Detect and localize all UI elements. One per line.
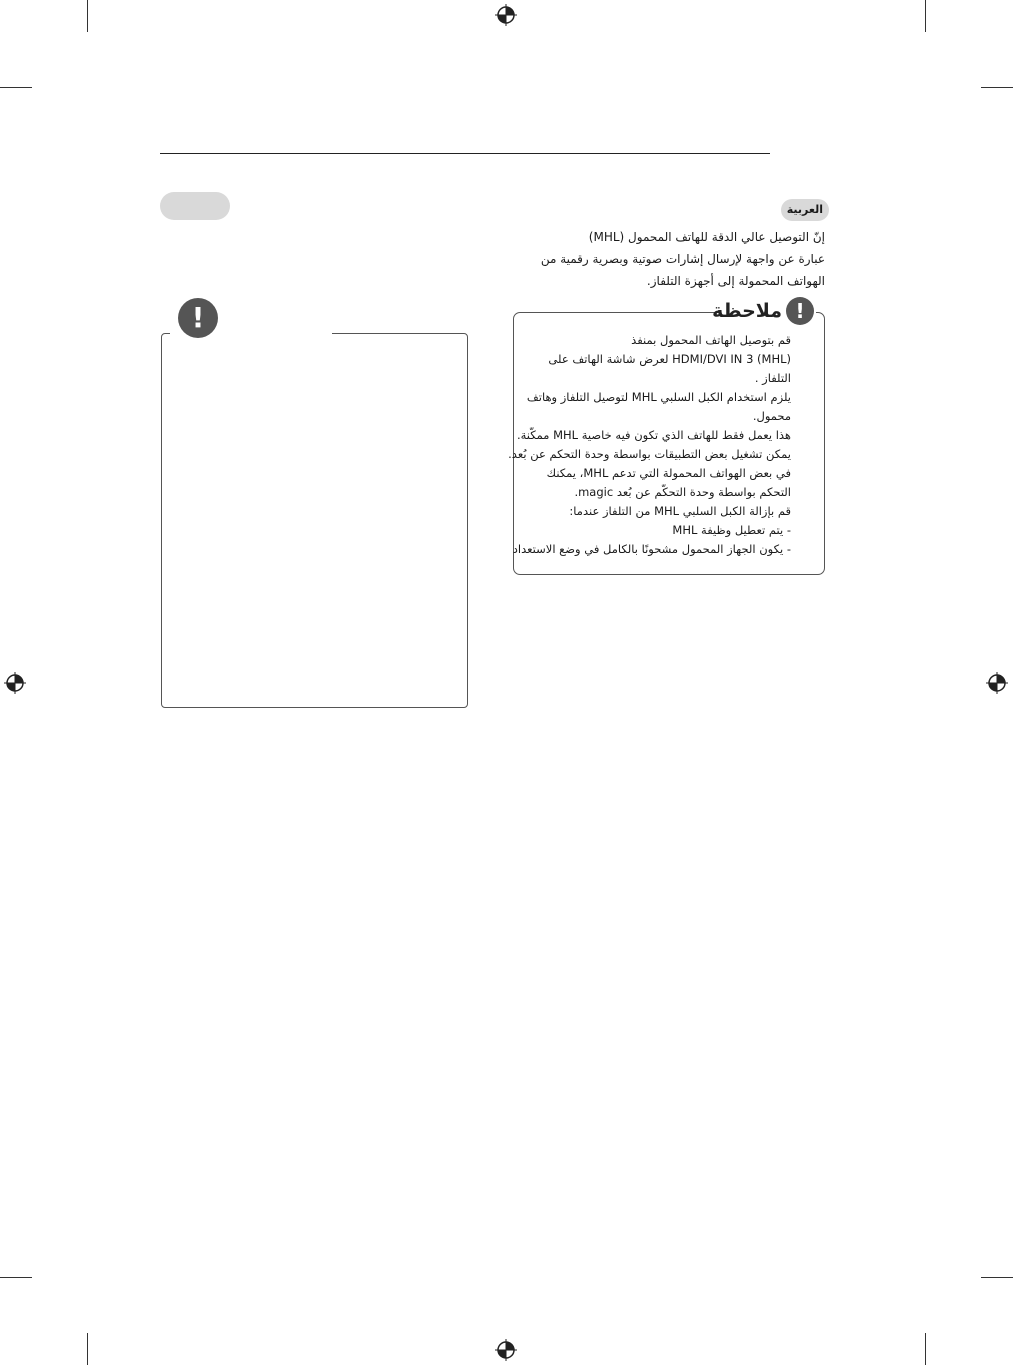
note-line: محمول.	[752, 409, 791, 423]
note-line: في بعض الهواتف المحمولة التي تدعم MHL، يمكنك	[546, 466, 791, 480]
bullet: -	[786, 542, 791, 556]
exclamation-icon: !	[786, 297, 814, 325]
left-note-box	[161, 333, 468, 708]
crop-mark	[925, 1333, 926, 1365]
intro-line: الهواتف المحمولة إلى أجهزة التلفاز.	[646, 274, 825, 288]
note-list-item-text: يتم تعطيل وظيفة MHL	[672, 523, 784, 537]
intro-paragraph	[495, 226, 825, 292]
crop-mark	[981, 1277, 1013, 1278]
page-tab-pill	[160, 192, 230, 220]
note-line: التحكم بواسطة وحدة التحكّم عن بُعد magic.	[574, 485, 791, 499]
crop-mark	[981, 87, 1013, 88]
exclamation-icon: !	[178, 298, 218, 338]
registration-mark-icon	[4, 672, 26, 694]
language-badge: العربية	[781, 199, 829, 221]
intro-line: إنّ التوصيل عالي الدقة للهاتف المحمول (MHL)	[588, 230, 825, 244]
note-line: يلزم استخدام الكبل السلبي MHL لتوصيل التلفاز وهاتف	[526, 390, 791, 404]
crop-mark	[87, 0, 88, 32]
note-line: التلفاز .	[754, 371, 791, 385]
note-list-item	[512, 540, 791, 559]
note-line: هذا يعمل فقط للهاتف الذي تكون فيه خاصية MHL ممكّنة.	[516, 428, 791, 442]
registration-mark-icon	[986, 672, 1008, 694]
note-list-item-text: يكون الجهاز المحمول مشحونًا بالكامل في وضع الاستعداد	[512, 542, 784, 556]
crop-mark	[0, 1277, 32, 1278]
note-list-item	[521, 521, 791, 540]
note-title: ملاحظة	[712, 300, 782, 322]
note-line: قم بإزالة الكبل السلبي MHL من التلفاز عندما:	[569, 504, 791, 518]
note-line: HDMI/DVI IN 3 (MHL) لعرض شاشة الهاتف على	[548, 352, 791, 366]
note-line: قم بتوصيل الهاتف المحمول بمنفذ	[631, 333, 791, 347]
crop-mark	[87, 1333, 88, 1365]
note-line: يمكن تشغيل بعض التطبيقات بواسطة وحدة التحكم عن بُعد.	[508, 447, 791, 461]
header-rule	[160, 153, 770, 154]
note-body	[508, 331, 791, 559]
bullet: -	[786, 523, 791, 537]
intro-line: عبارة عن واجهة لإرسال إشارات صوتية وبصرية رقمية من	[540, 252, 825, 266]
crop-mark	[0, 87, 32, 88]
crop-mark	[925, 0, 926, 32]
registration-mark-icon	[495, 1339, 517, 1361]
registration-mark-icon	[495, 4, 517, 26]
